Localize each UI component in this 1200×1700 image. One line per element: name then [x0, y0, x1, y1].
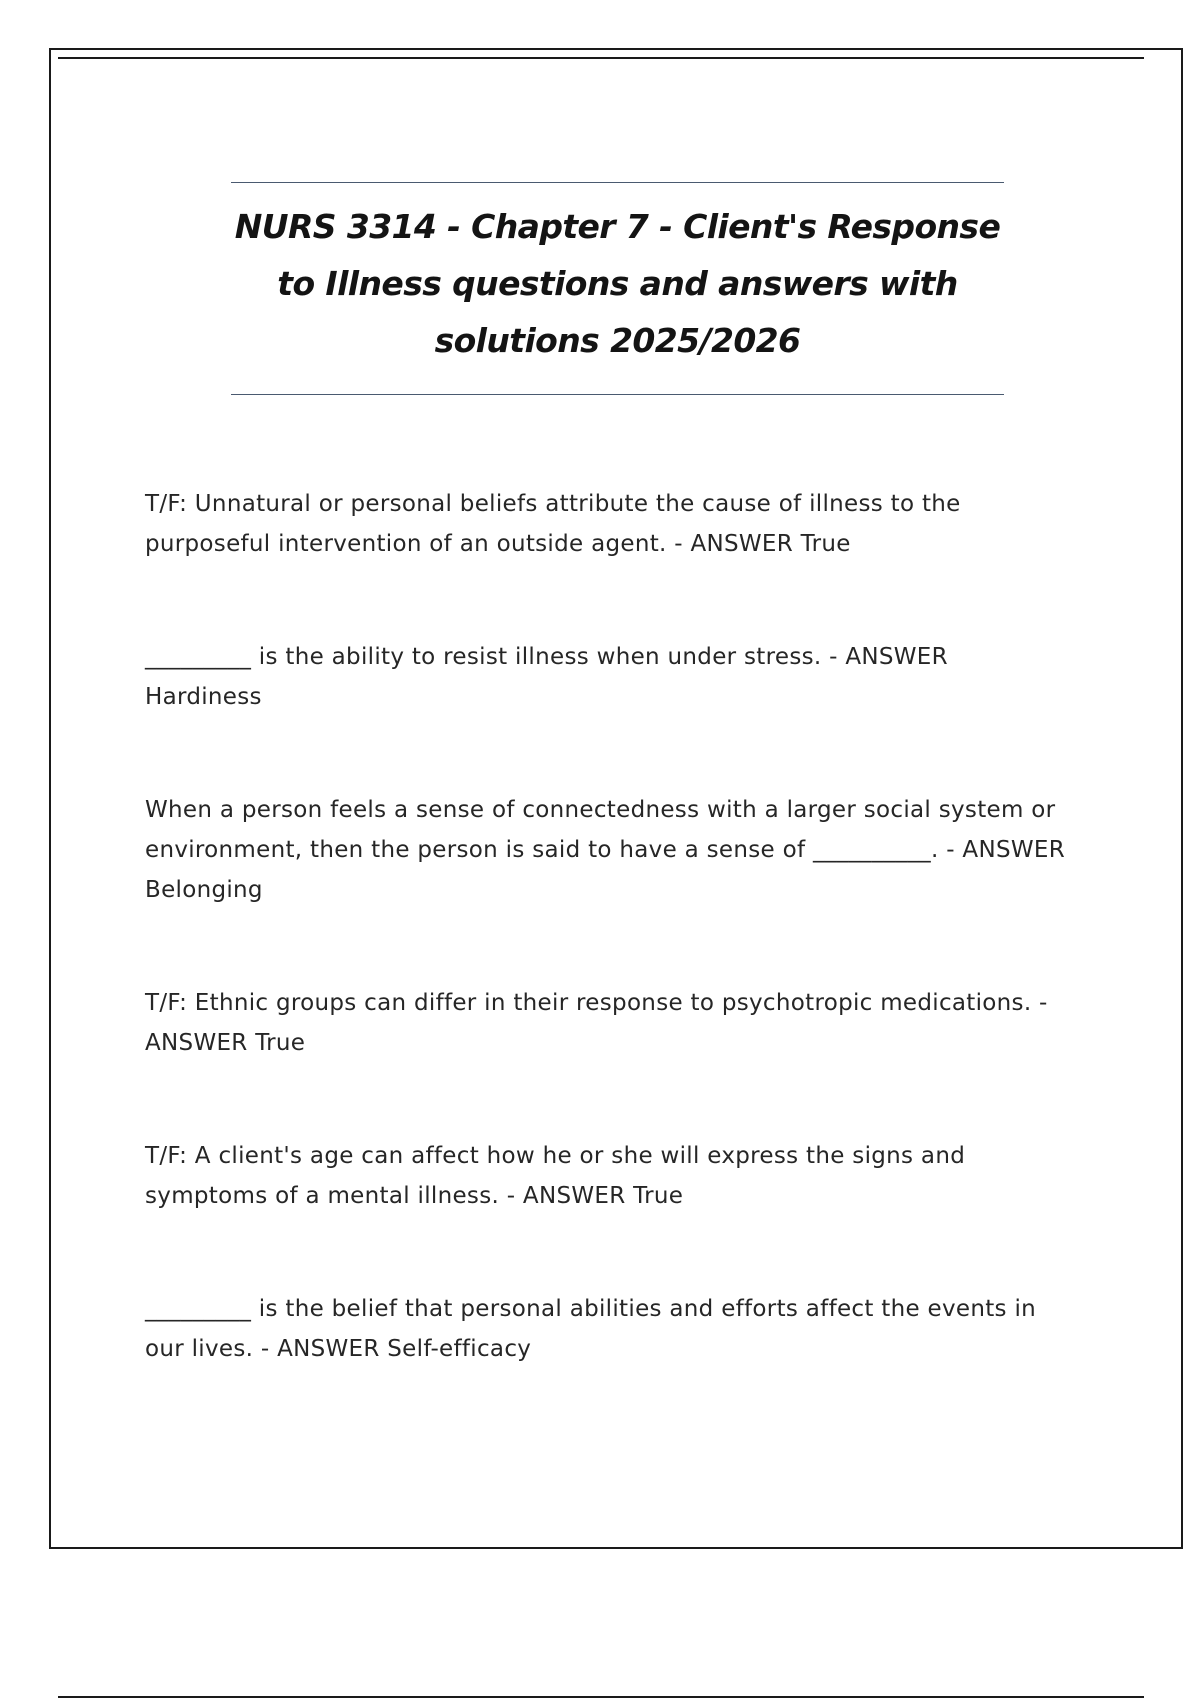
- page-title: NURS 3314 - Chapter 7 - Client's Response to Illness questions and answers with solutions 2025/2026: [234, 207, 1001, 360]
- qa-item: T/F: Unnatural or personal beliefs attribute the cause of illness to the purposeful intervention of an outside agent. - ANSWER True: [145, 491, 961, 557]
- qa-item: _________ is the ability to resist illness when under stress. - ANSWER Hardiness: [145, 644, 948, 710]
- qa-item: When a person feels a sense of connectedness with a larger social system or environment, then the person is said to have a sense of __________. - ANSWER Belonging: [145, 797, 1066, 903]
- qa-list: [145, 484, 1065, 1369]
- qa-item: T/F: Ethnic groups can differ in their response to psychotropic medications. - ANSWER True: [145, 990, 1048, 1056]
- qa-item: _________ is the belief that personal abilities and efforts affect the events in our lives. - ANSWER Self-efficacy: [145, 1296, 1037, 1362]
- bottom-rule: [58, 1696, 1144, 1698]
- title-rule-lower: [231, 394, 1004, 395]
- title-rule-upper: [231, 182, 1004, 183]
- qa-item: T/F: A client's age can affect how he or she will express the signs and symptoms of a mental illness. - ANSWER True: [145, 1143, 966, 1209]
